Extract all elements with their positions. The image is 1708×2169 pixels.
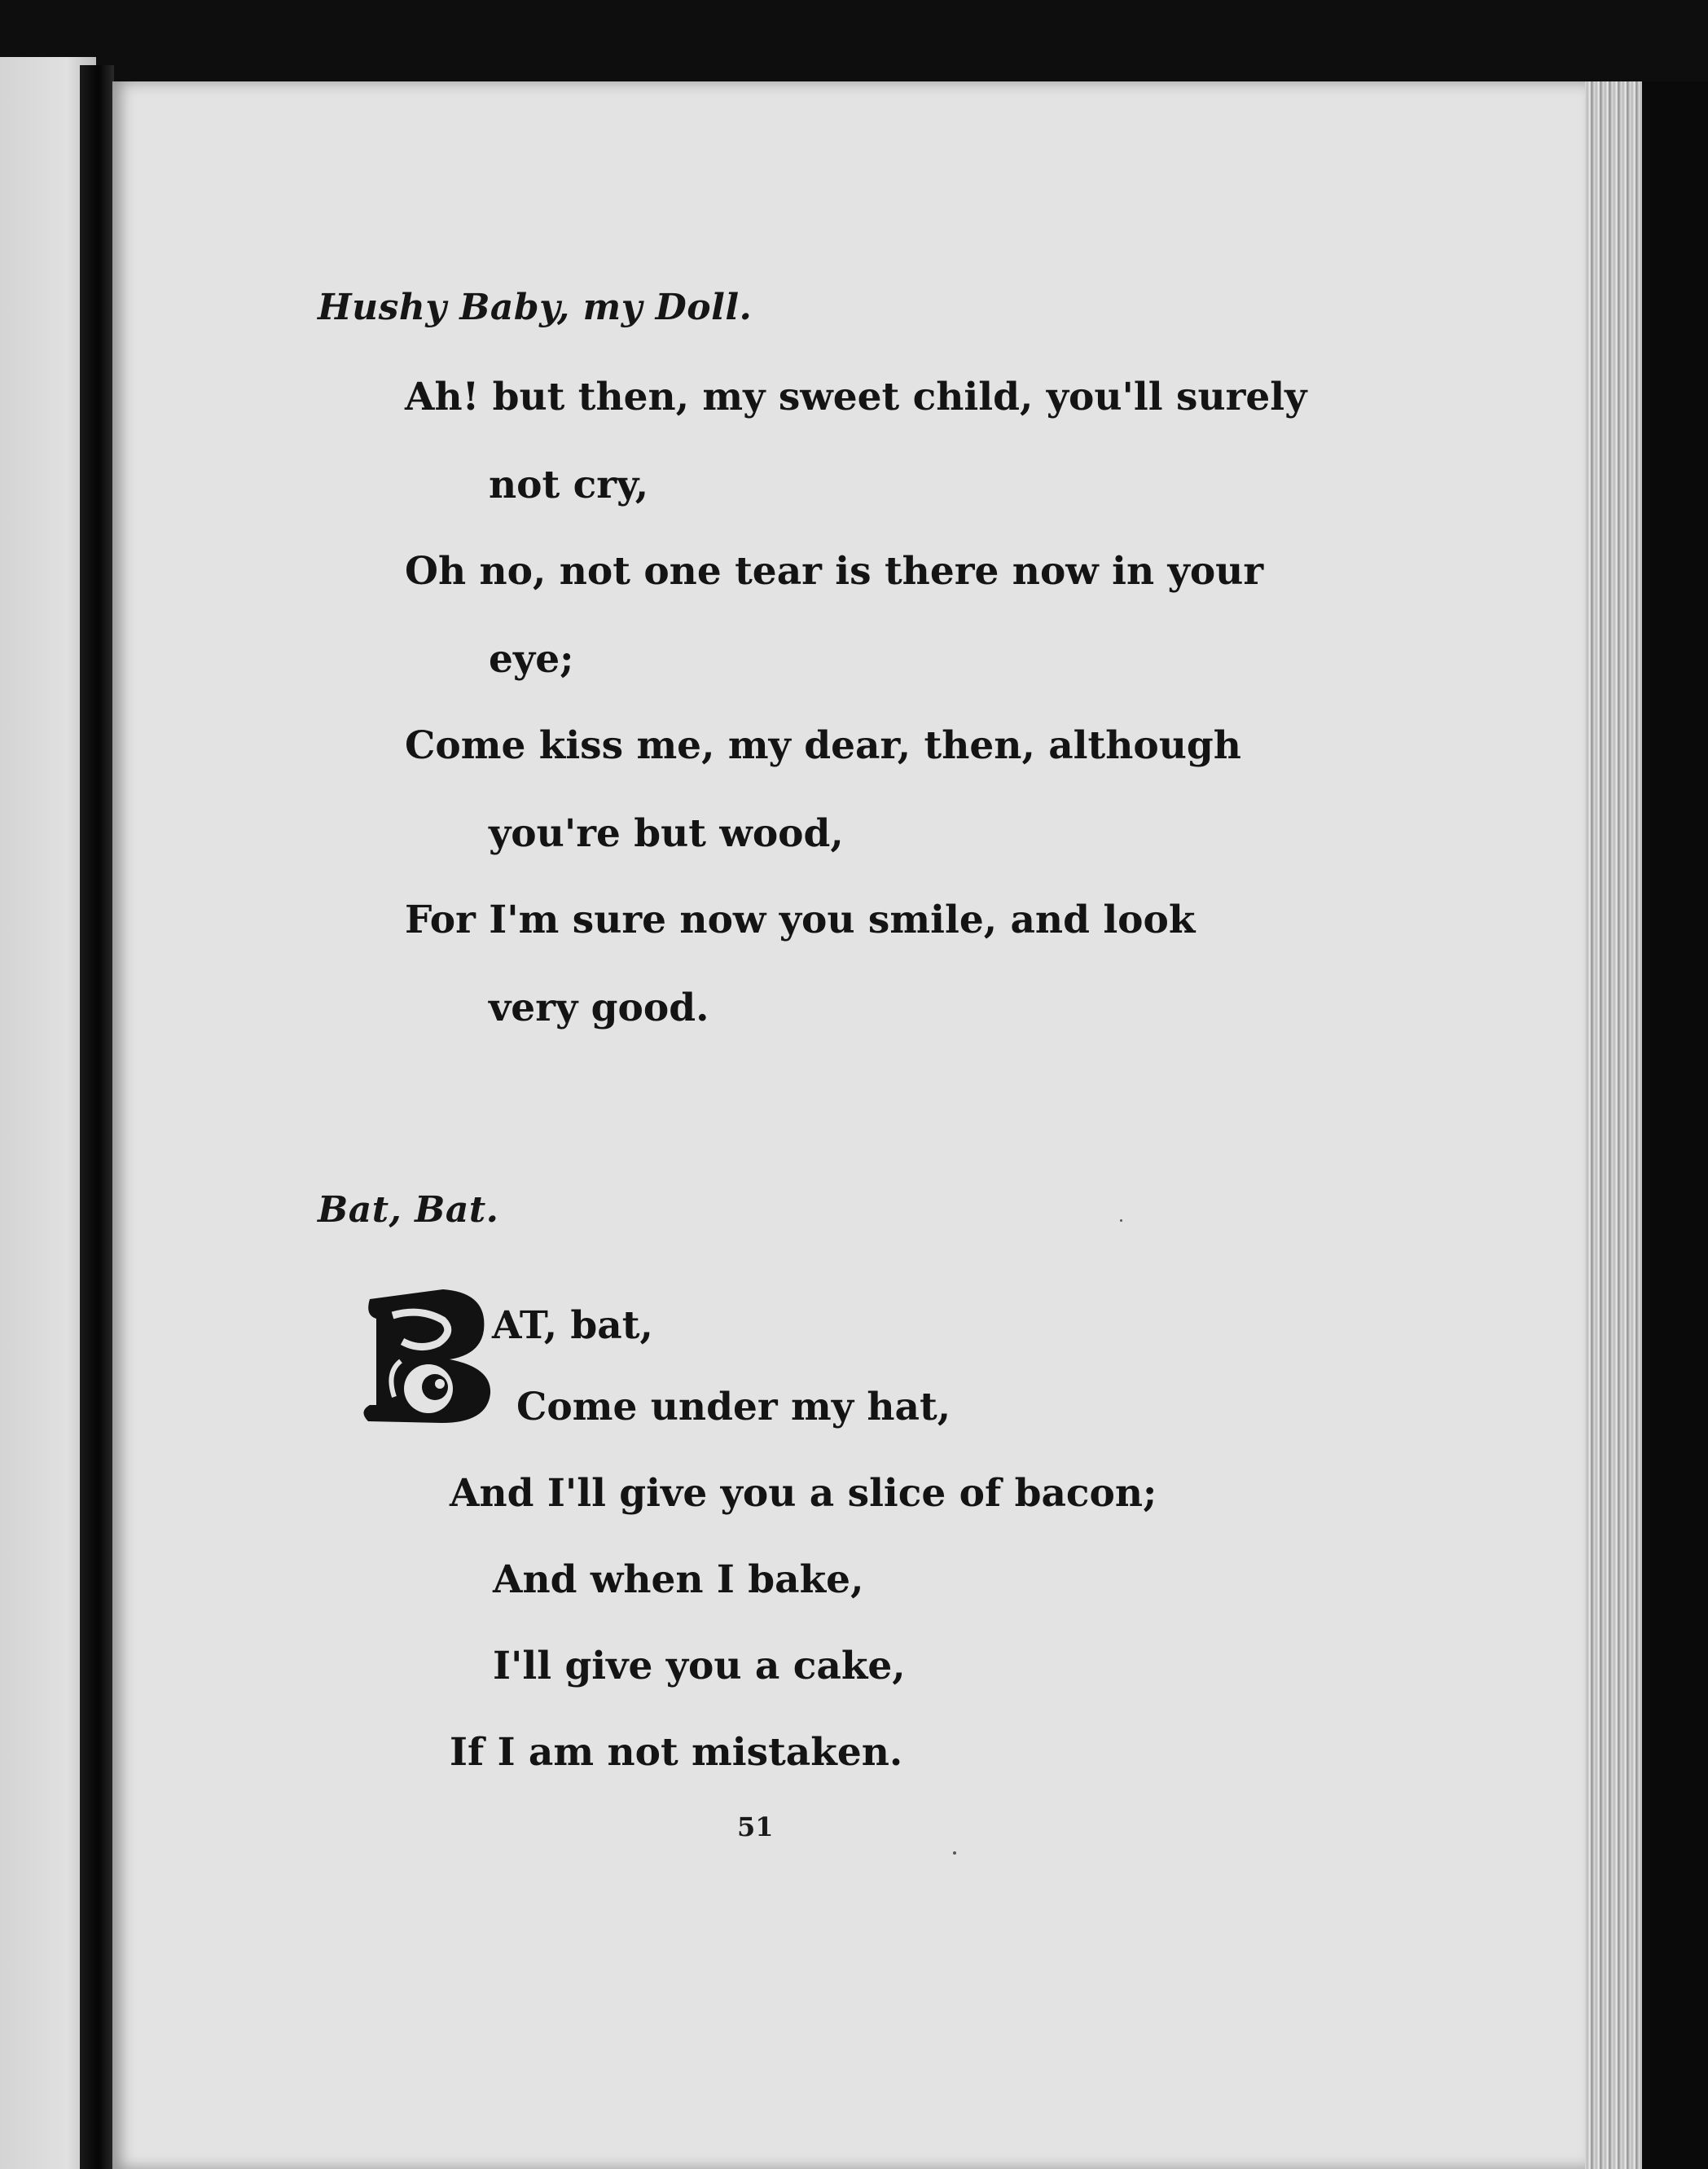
- verse-line: I'll give you a cake,: [493, 1644, 906, 1688]
- verse-line: AT, bat,: [492, 1303, 653, 1348]
- verse-line: Oh no, not one tear is there now in your: [405, 549, 1264, 594]
- page-stack-edges: [1585, 81, 1642, 2169]
- verse-line: For I'm sure now you smile, and look: [405, 898, 1196, 942]
- verse-line: Come under my hat,: [516, 1385, 951, 1429]
- verse-line: Come kiss me, my dear, then, although: [405, 723, 1241, 768]
- verse-line: And when I bake,: [493, 1557, 864, 1602]
- page-number: 51: [737, 1811, 774, 1842]
- poem-title-hushy-baby: Hushy Baby, my Doll.: [318, 287, 753, 328]
- book-gutter: [80, 65, 114, 2169]
- scan-right-border: [1642, 81, 1708, 2169]
- drop-cap-letter: [353, 1283, 498, 1428]
- verse-line: Ah! but then, my sweet child, you'll surely: [405, 375, 1307, 419]
- verse-line: very good.: [489, 986, 709, 1030]
- verse-line: And I'll give you a slice of bacon;: [450, 1471, 1157, 1516]
- paper-speck: [953, 1851, 956, 1855]
- paper-speck: [1120, 1219, 1122, 1222]
- verse-line: you're but wood,: [489, 811, 844, 856]
- poem-title-bat-bat: Bat, Bat.: [318, 1189, 499, 1231]
- scan-top-border: [0, 0, 1708, 91]
- verse-line: If I am not mistaken.: [450, 1730, 903, 1775]
- verse-line: not cry,: [489, 463, 649, 507]
- ornamental-b-icon: [353, 1283, 498, 1428]
- verse-line: eye;: [489, 637, 574, 682]
